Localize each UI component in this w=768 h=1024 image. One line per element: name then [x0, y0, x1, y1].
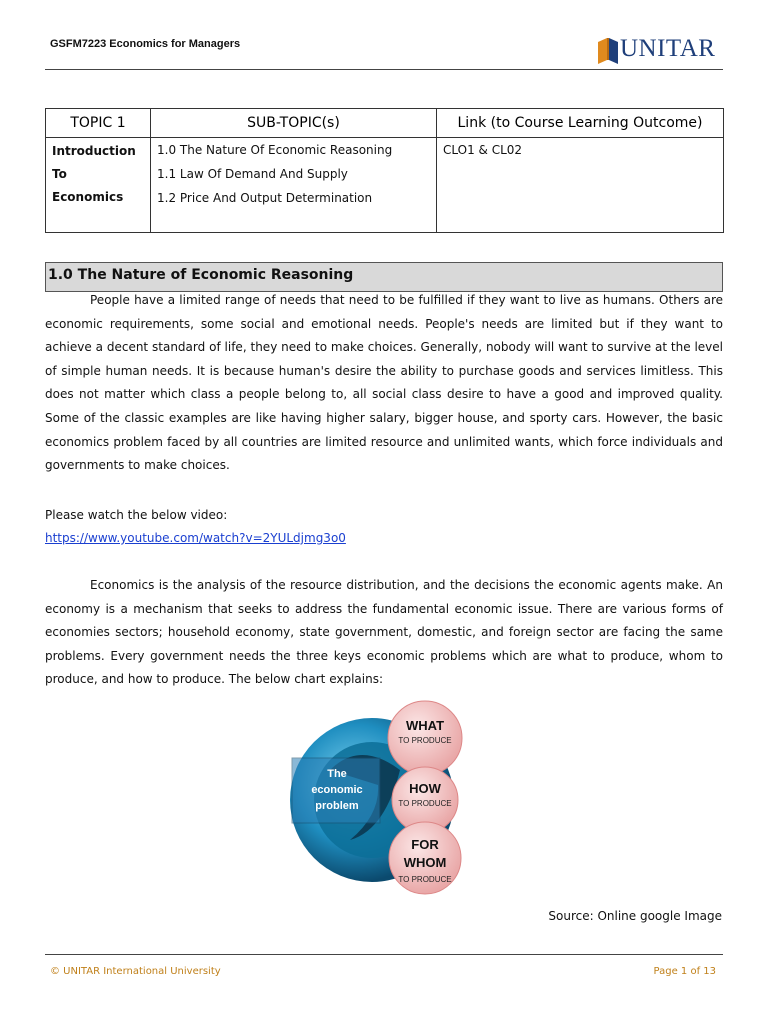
topic-cell [46, 138, 151, 233]
watch-video-text: Please watch the below video: [45, 508, 228, 522]
how-label: HOW [409, 781, 441, 796]
center-label-line2: economic [311, 784, 363, 796]
course-title: GSFM7223 Economics for Managers [50, 38, 241, 50]
footer-copyright: © UNITAR International University [50, 966, 221, 977]
intro-paragraph [45, 289, 723, 478]
subtopic-item: 1.1 Law Of Demand And Supply [157, 167, 348, 181]
economics-paragraph-text: Economics is the analysis of the resource distribution, and the decisions the economic agents make. An economy is a mechanism that seeks to address the fundamental economic issue. There are various forms of economies sectors; household economy, state government, domestic, and foreign sector are facing the same problems. Every government needs the three keys economic problems which are what to produce, whom to produce, and how to produce. The below chart explains: [45, 578, 723, 687]
logo-text: UNITAR [620, 35, 716, 62]
subtopic-item: 1.0 The Nature Of Economic Reasoning [157, 143, 393, 157]
image-source: Source: Online google Image [548, 909, 722, 923]
logo-emblem-icon [596, 34, 620, 68]
for-label: FOR [411, 837, 439, 852]
topic-table-header-row [46, 109, 724, 138]
topic-table [45, 108, 724, 233]
clo-header: Link (to Course Learning Outcome) [437, 109, 724, 138]
footer-page-number: Page 1 of 13 [653, 966, 716, 977]
whom-sub-label: TO PRODUCE [398, 875, 452, 884]
topic-table-row [46, 138, 724, 233]
unitar-logo [596, 34, 726, 68]
footer-divider [45, 954, 723, 955]
subtopic-item: 1.2 Price And Output Determination [157, 191, 373, 205]
section-title: 1.0 The Nature of Economic Reasoning [48, 267, 354, 283]
topic-line: Introduction To [52, 144, 136, 181]
intro-paragraph-text: People have a limited range of needs that need to be fulfilled if they want to live as humans. Others are economic requirements, some social and emotional needs. People's needs are limited but if they want to achieve a decent standard of life, they need to make choices. Generally, nobody will want to survive at the level of simple human needs. It is because human's desire the ability to purchase goods and services limitless. This does not matter which class a people belong to, all social class desire to have a good and improved quality. Some of the classic examples are like having higher salary, bigger house, and sporty cars. However, the basic economics problem faced by all countries are limited resource and unlimited wants, which force individuals and governments to make choices. [45, 293, 723, 473]
subtopic-header: SUB-TOPIC(s) [151, 109, 437, 138]
economics-paragraph [45, 574, 723, 692]
topic-header: TOPIC 1 [46, 109, 151, 138]
subtopic-cell [151, 138, 437, 233]
topic-line: Economics [52, 190, 124, 204]
whom-label: WHOM [403, 855, 447, 870]
what-sub-label: TO PRODUCE [398, 736, 452, 745]
economic-problem-diagram [290, 700, 480, 895]
video-link[interactable]: https://www.youtube.com/watch?v=2YULdjmg3o0 [45, 531, 346, 545]
clo-value: CLO1 & CL02 [443, 143, 523, 157]
section-heading [45, 262, 723, 292]
clo-cell [437, 138, 724, 233]
center-label-line1: The [327, 768, 347, 780]
header-divider [45, 69, 723, 70]
how-sub-label: TO PRODUCE [398, 799, 452, 808]
center-label-line3: problem [315, 800, 359, 812]
what-label: WHAT [405, 718, 445, 733]
